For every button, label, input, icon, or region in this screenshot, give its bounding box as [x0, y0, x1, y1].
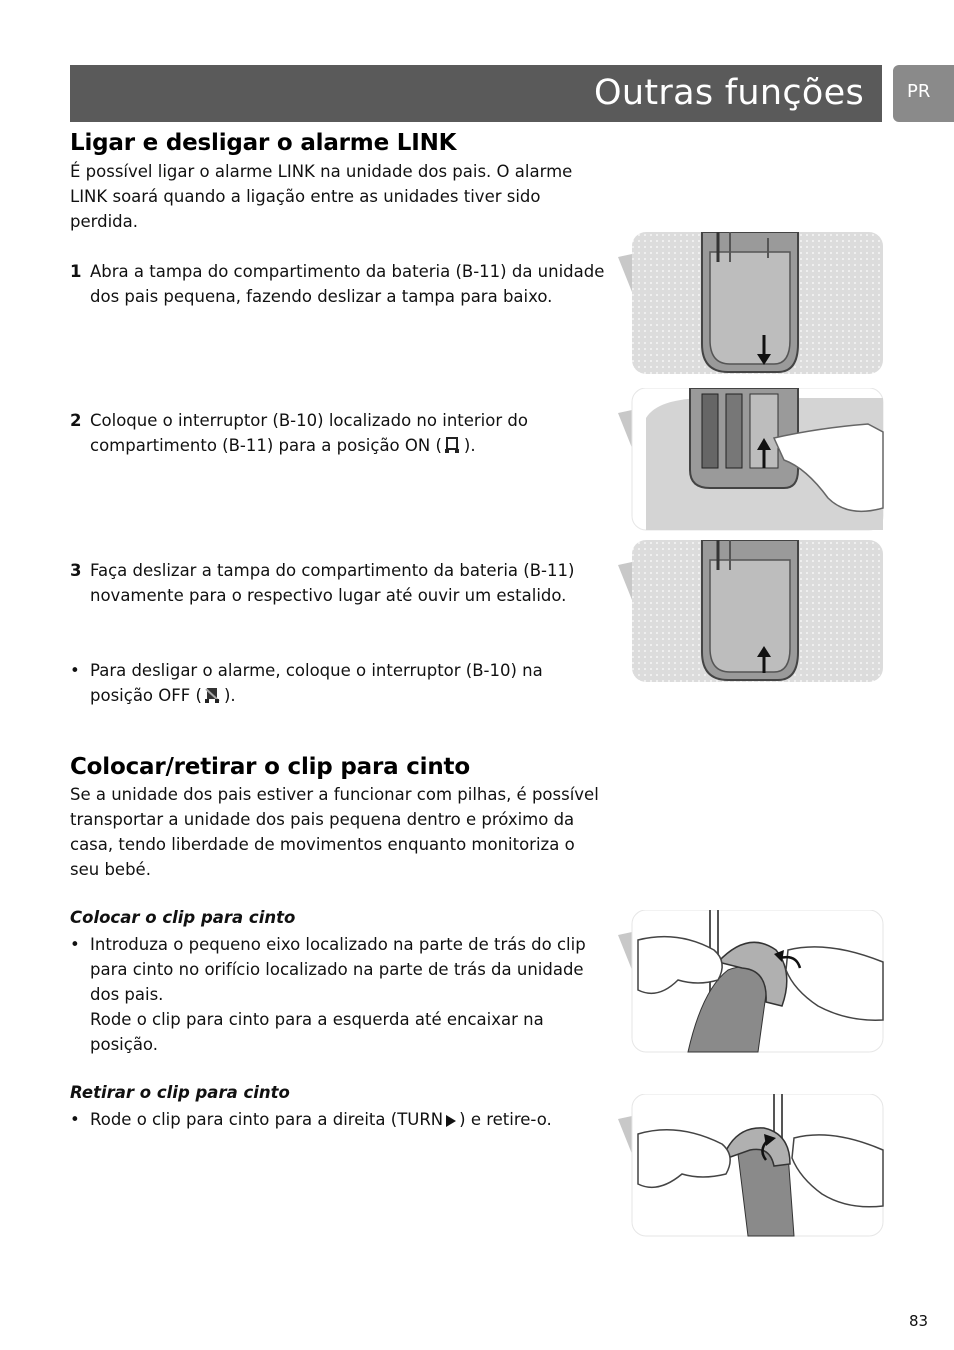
intro-line: Se a unidade dos pais estiver a funcionar com pilhas, é possível	[70, 785, 599, 804]
section-intro-link-alarm	[70, 159, 610, 234]
step-number: 3	[70, 561, 82, 580]
step-3	[70, 558, 615, 608]
bullet-text	[90, 932, 615, 1057]
step-text	[90, 558, 615, 608]
step-line: dos pais pequena, fazendo deslizar a tampa para baixo.	[90, 287, 553, 306]
step-line: novamente para o respectivo lugar até ouvir um estalido.	[90, 586, 567, 605]
step-line: compartimento (B-11) para a posição ON (	[90, 436, 442, 455]
chapter-header	[70, 65, 882, 122]
step-2	[70, 408, 615, 461]
subheading-attach-clip: Colocar o clip para cinto	[70, 908, 296, 927]
play-right-icon	[445, 1110, 457, 1135]
bullet-line: ) e retire-o.	[459, 1110, 552, 1129]
intro-line: LINK soará quando a ligação entre as unidades tiver sido	[70, 187, 541, 206]
bullet-text	[90, 658, 615, 711]
page-number: 83	[909, 1312, 929, 1330]
bullet-line: Rode o clip para cinto para a direita (TURN	[90, 1110, 444, 1129]
bullet-attach-clip	[70, 932, 615, 1057]
language-tab-label: PR	[907, 81, 931, 102]
intro-line: transportar a unidade dos pais pequena dentro e próximo da	[70, 810, 575, 829]
bullet-symbol: •	[70, 1110, 80, 1129]
step-text	[90, 259, 615, 309]
step-number: 2	[70, 411, 82, 430]
intro-line: seu bebé.	[70, 860, 151, 879]
step-number: 1	[70, 262, 82, 281]
page-title: Outras funções	[594, 73, 864, 113]
illustration-switch-on	[618, 388, 884, 531]
bullet-line: posição.	[90, 1035, 158, 1054]
link-off-icon	[204, 686, 222, 711]
illustration-remove-belt-clip	[618, 1094, 884, 1237]
bullet-line: Para desligar o alarme, coloque o interruptor (B-10) na	[90, 661, 543, 680]
bullet-line: dos pais.	[90, 985, 164, 1004]
bullet-remove-clip	[70, 1107, 615, 1135]
step-line: Abra a tampa do compartimento da bateria (B-11) da unidade	[90, 262, 605, 281]
bullet-symbol: •	[70, 661, 80, 680]
bullet-line: Rode o clip para cinto para a esquerda até encaixar na	[90, 1010, 544, 1029]
section-heading-link-alarm: Ligar e desligar o alarme LINK	[70, 130, 457, 156]
illustration-attach-belt-clip	[618, 910, 884, 1053]
step-line: Faça deslizar a tampa do compartimento da bateria (B-11)	[90, 561, 575, 580]
step-line: ).	[463, 436, 476, 455]
section-heading-belt-clip: Colocar/retirar o clip para cinto	[70, 754, 470, 780]
step-1	[70, 259, 615, 309]
bullet-symbol: •	[70, 935, 80, 954]
step-line: Coloque o interruptor (B-10) localizado no interior do	[90, 411, 528, 430]
language-tab	[893, 65, 954, 122]
illustration-close-battery-cover	[618, 540, 884, 683]
section-intro-belt-clip	[70, 782, 610, 882]
intro-line: É possível ligar o alarme LINK na unidade dos pais. O alarme	[70, 162, 573, 181]
bullet-text	[90, 1107, 615, 1135]
intro-line: perdida.	[70, 212, 139, 231]
bullet-line: ).	[223, 686, 236, 705]
step-text	[90, 408, 615, 461]
bullet-line: para cinto no orifício localizado na parte de trás da unidade	[90, 960, 584, 979]
illustration-open-battery-cover	[618, 232, 884, 375]
bullet-line: Introduza o pequeno eixo localizado na parte de trás do clip	[90, 935, 586, 954]
bullet-link-off	[70, 658, 615, 711]
link-on-icon	[444, 436, 462, 461]
bullet-line: posição OFF (	[90, 686, 202, 705]
intro-line: casa, tendo liberdade de movimentos enquanto monitoriza o	[70, 835, 575, 854]
subheading-remove-clip: Retirar o clip para cinto	[70, 1083, 290, 1102]
